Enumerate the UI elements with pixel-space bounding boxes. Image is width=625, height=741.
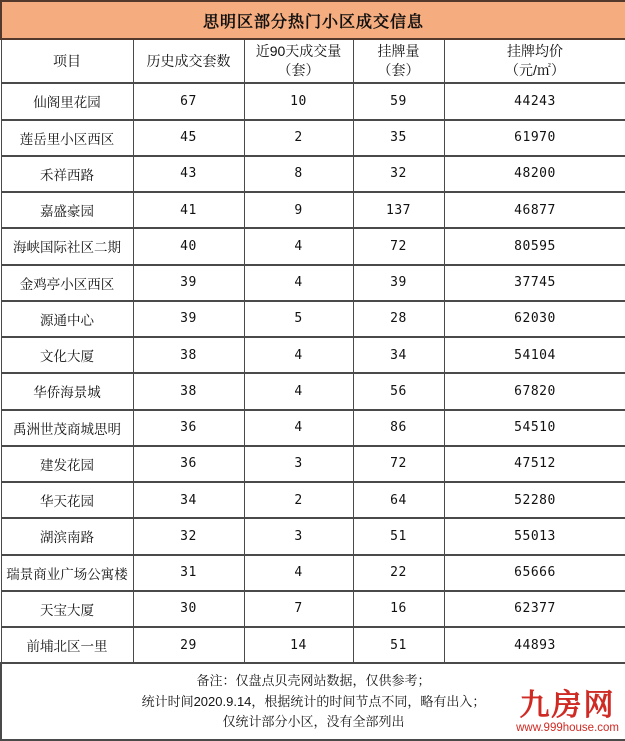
recent-90d-deal-count: 14 [244,627,353,663]
recent-90d-deal-count: 10 [244,83,353,119]
footer-cell [1,663,625,740]
listing-count: 22 [353,555,444,591]
table-row [1,373,625,409]
community-name: 源通中心 [1,301,133,337]
table-row [1,265,625,301]
avg-listing-price: 46877 [444,192,625,228]
community-name: 海峡国际社区二期 [1,228,133,264]
community-name: 天宝大厦 [1,591,133,627]
col-header-label: 挂牌量 [377,43,420,60]
historical-deal-count: 39 [133,301,244,337]
historical-deal-count: 36 [133,446,244,482]
listing-count: 16 [353,591,444,627]
column-header-row [1,39,625,83]
historical-deal-count: 36 [133,410,244,446]
historical-deal-count: 40 [133,228,244,264]
recent-90d-deal-count: 4 [244,410,353,446]
recent-90d-deal-count: 4 [244,373,353,409]
listing-count: 35 [353,120,444,156]
historical-deal-count: 38 [133,373,244,409]
table-row [1,591,625,627]
footnote-line: 仅统计部分小区，没有全部列出 [222,713,405,729]
avg-listing-price: 65666 [444,555,625,591]
avg-listing-price: 48200 [444,156,625,192]
col-header-sublabel: （套） [277,62,320,79]
community-name: 华天花园 [1,482,133,518]
community-name: 华侨海景城 [1,373,133,409]
title-banner [1,1,625,39]
community-name: 禹洲世茂商城思明 [1,410,133,446]
table-row [1,120,625,156]
community-name: 瑞景商业广场公寓楼 [1,555,133,591]
recent-90d-deal-count: 8 [244,156,353,192]
recent-90d-deal-count: 3 [244,518,353,554]
col-header-project [1,39,133,83]
recent-90d-deal-count: 7 [244,591,353,627]
avg-listing-price: 54104 [444,337,625,373]
site-logo-url: www.999house.com [516,721,619,734]
table-row [1,228,625,264]
avg-listing-price: 44243 [444,83,625,119]
col-header-label: 项目 [53,52,81,69]
table-row [1,555,625,591]
listing-count: 72 [353,446,444,482]
table-body [1,1,625,740]
listing-count: 64 [353,482,444,518]
listing-count: 72 [353,228,444,264]
avg-listing-price: 37745 [444,265,625,301]
avg-listing-price: 67820 [444,373,625,409]
community-name: 前埔北区一里 [1,627,133,663]
community-name: 嘉盛豪园 [1,192,133,228]
listing-count: 39 [353,265,444,301]
recent-90d-deal-count: 4 [244,555,353,591]
footnote-line: 统计时间2020.9.14，根据统计的时间节点不同，略有出入； [141,693,486,709]
listing-count: 137 [353,192,444,228]
listing-count: 51 [353,518,444,554]
page-title: 思明区部分热门小区成交信息 [1,1,625,39]
listing-count: 34 [353,337,444,373]
historical-deal-count: 39 [133,265,244,301]
table-row [1,446,625,482]
footer-row [1,663,625,740]
col-header-listings [353,39,444,83]
recent-90d-deal-count: 2 [244,482,353,518]
listing-count: 86 [353,410,444,446]
recent-90d-deal-count: 4 [244,228,353,264]
historical-deal-count: 30 [133,591,244,627]
community-name: 莲岳里小区西区 [1,120,133,156]
col-header-label: 历史成交套数 [146,52,231,69]
historical-deal-count: 41 [133,192,244,228]
avg-listing-price: 52280 [444,482,625,518]
historical-deal-count: 67 [133,83,244,119]
avg-listing-price: 47512 [444,446,625,482]
table-row [1,83,625,119]
table-row [1,156,625,192]
listing-count: 56 [353,373,444,409]
community-name: 仙阁里花园 [1,83,133,119]
historical-deal-count: 45 [133,120,244,156]
table-row [1,518,625,554]
listing-count: 51 [353,627,444,663]
avg-listing-price: 55013 [444,518,625,554]
historical-deal-count: 38 [133,337,244,373]
table-row [1,301,625,337]
listing-count: 32 [353,156,444,192]
recent-90d-deal-count: 2 [244,120,353,156]
recent-90d-deal-count: 5 [244,301,353,337]
historical-deal-count: 32 [133,518,244,554]
community-name: 湖滨南路 [1,518,133,554]
listing-count: 59 [353,83,444,119]
col-header-historical-deals [133,39,244,83]
footnote-line: 备注：仅盘点贝壳网站数据，仅供参考； [196,673,431,689]
table-row [1,482,625,518]
recent-90d-deal-count: 4 [244,265,353,301]
site-logo [516,688,619,735]
site-logo-text: 九房网 [519,688,616,722]
avg-listing-price: 62030 [444,301,625,337]
community-name: 金鸡亭小区西区 [1,265,133,301]
col-header-label: 近90天成交量 [255,43,342,60]
recent-90d-deal-count: 3 [244,446,353,482]
avg-listing-price: 62377 [444,591,625,627]
col-header-avg-price [444,39,625,83]
avg-listing-price: 80595 [444,228,625,264]
community-name: 文化大厦 [1,337,133,373]
historical-deal-count: 34 [133,482,244,518]
avg-listing-price: 54510 [444,410,625,446]
historical-deal-count: 31 [133,555,244,591]
col-header-label: 挂牌均价 [507,43,563,60]
recent-90d-deal-count: 9 [244,192,353,228]
table-row [1,337,625,373]
table-row [1,627,625,663]
recent-90d-deal-count: 4 [244,337,353,373]
col-header-90d-deals [244,39,353,83]
historical-deal-count: 43 [133,156,244,192]
historical-deal-count: 29 [133,627,244,663]
col-header-sublabel: （元/㎡） [505,62,565,79]
avg-listing-price: 61970 [444,120,625,156]
community-name: 建发花园 [1,446,133,482]
community-name: 禾祥西路 [1,156,133,192]
listing-count: 28 [353,301,444,337]
table-row [1,410,625,446]
col-header-sublabel: （套） [377,62,420,79]
avg-listing-price: 44893 [444,627,625,663]
table-row [1,192,625,228]
